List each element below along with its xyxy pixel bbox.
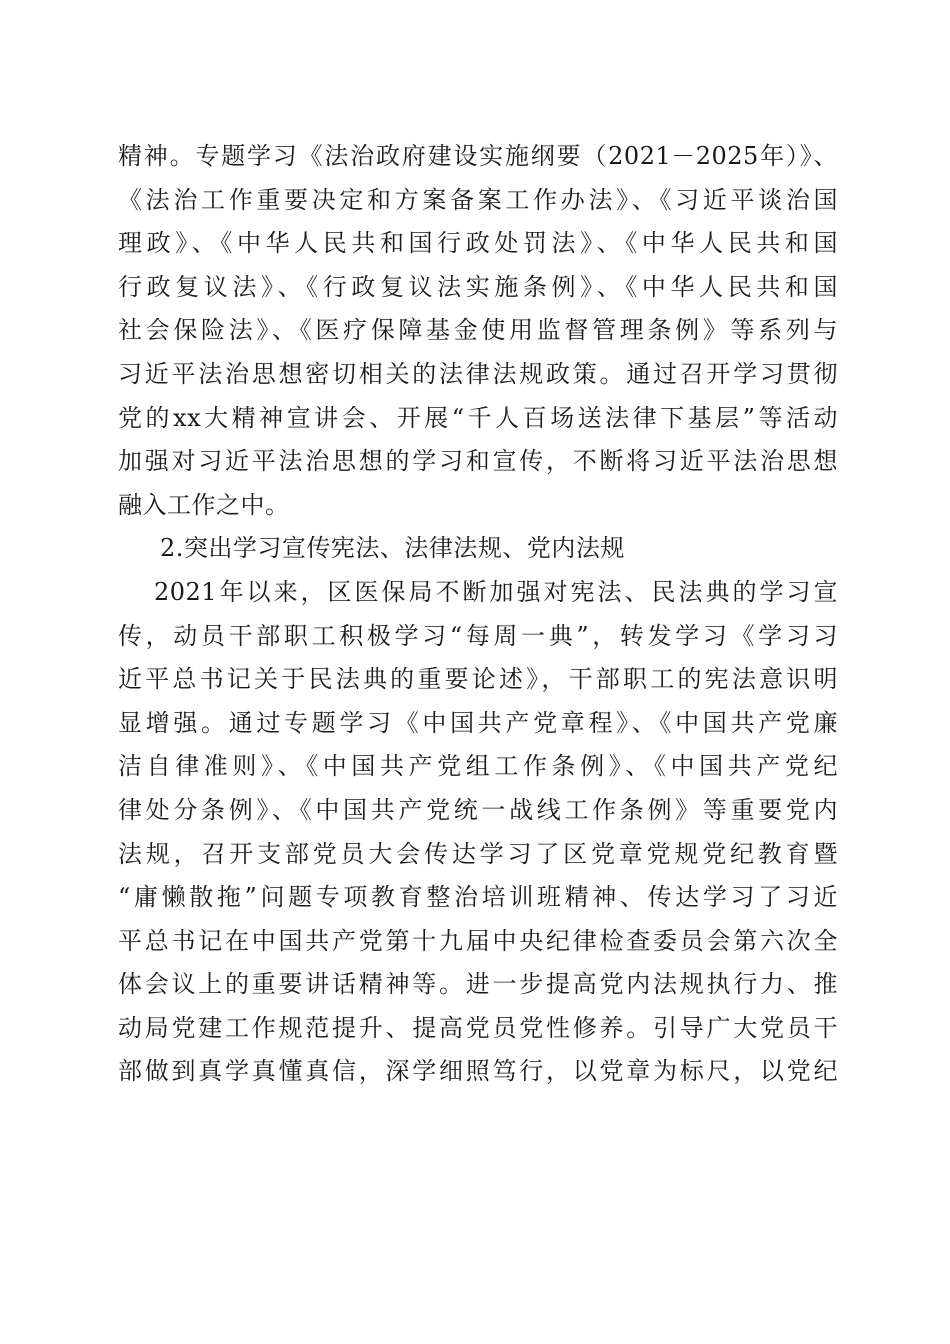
section-heading: 2.突出学习宣传宪法、法律法规、党内法规 (160, 534, 625, 563)
text-line: 传，动员干部职工积极学习“每周一典”，转发学习《学习习 (118, 621, 838, 650)
text-line: 动局党建工作规范提升、提高党员党性修养。引导广大党员干 (118, 1013, 838, 1042)
text-line: 理政》、《中华人民共和国行政处罚法》、《中华人民共和国 (118, 229, 838, 258)
text-line: 习近平法治思想密切相关的法律法规政策。通过召开学习贯彻 (118, 359, 838, 388)
text-line: “庸懒散拖”问题专项教育整治培训班精神、传达学习了习近 (118, 883, 838, 912)
text-line: 平总书记在中国共产党第十九届中央纪律检查委员会第六次全 (118, 926, 838, 955)
text-line: 党的xx大精神宣讲会、开展“千人百场送法律下基层”等活动 (118, 403, 838, 432)
text-line: 行政复议法》、《行政复议法实施条例》、《中华人民共和国 (118, 272, 838, 301)
text-line: 融入工作之中。 (118, 490, 290, 519)
body-text (118, 135, 838, 1094)
text-line: 体会议上的重要讲话精神等。进一步提高党内法规执行力、推 (118, 970, 838, 999)
text-line: 洁自律准则》、《中国共产党组工作条例》、《中国共产党纪 (118, 752, 838, 781)
text-line: 部做到真学真懂真信，深学细照笃行，以党章为标尺，以党纪 (118, 1057, 838, 1086)
text-line: 显增强。通过专题学习《中国共产党章程》、《中国共产党廉 (118, 708, 838, 737)
text-line: 2021年以来，区医保局不断加强对宪法、民法典的学习宣 (154, 577, 838, 606)
text-line: 法规，召开支部党员大会传达学习了区党章党规党纪教育暨 (118, 839, 838, 868)
text-line: 社会保险法》、《医疗保障基金使用监督管理条例》等系列与 (118, 316, 838, 345)
text-line: 《法治工作重要决定和方案备案工作办法》、《习近平谈治国 (118, 185, 838, 214)
text-line: 加强对习近平法治思想的学习和宣传，不断将习近平法治思想 (118, 447, 838, 476)
text-line: 近平总书记关于民法典的重要论述》，干部职工的宪法意识明 (118, 665, 838, 694)
text-line: 精神。专题学习《法治政府建设实施纲要（2021－2025年）》、 (118, 142, 838, 170)
text-line: 律处分条例》、《中国共产党统一战线工作条例》等重要党内 (118, 795, 838, 824)
